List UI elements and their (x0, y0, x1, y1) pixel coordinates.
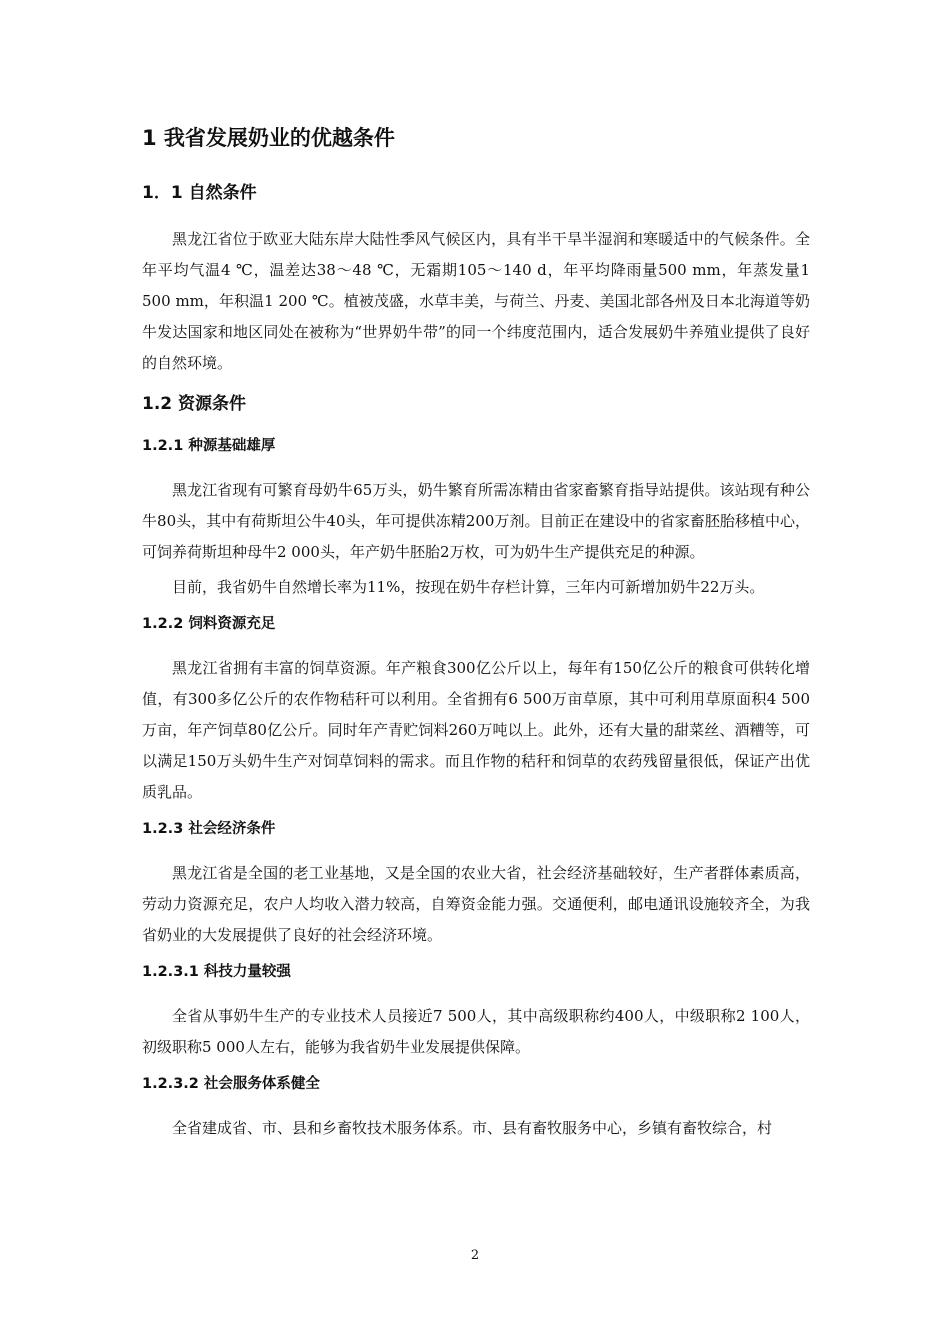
section-1-2-1-paragraph-1: 黑龙江省现有可繁育母奶牛65万头，奶牛繁育所需冻精由省家畜繁育指导站提供。该站现有种公牛80头，其中有荷斯坦公牛40头，年可提供冻精200万剂。目前正在建设中的省家畜胚胎移植中心，可饲养荷斯坦种母牛2 000头，年产奶牛胚胎2万枚，可为奶牛生产提供充足的种源。 (142, 481, 810, 561)
section-1-2-3-1-paragraph: 全省从事奶牛生产的专业技术人员接近7 500人，其中高级职称约400人，中级职称2 100人，初级职称5 000人左右，能够为我省奶牛业发展提供保障。 (142, 1007, 810, 1056)
section-1-2-2-paragraph: 黑龙江省拥有丰富的饲草资源。年产粮食300亿公斤以上，每年有150亿公斤的粮食可供转化增值，有300多亿公斤的农作物秸秆可以利用。全省拥有6 500万亩草原，其中可利用草原面积4 500万亩，年产饲草80亿公斤。同时年产青贮饲料260万吨以上。此外，还有大量的甜菜丝、酒糟等，可以满足150万头奶牛生产对饲草饲料的需求。而且作物的秸秆和饲草的农药残留量很低，保证产出优质乳品。 (142, 659, 810, 801)
section-1-1-paragraph: 黑龙江省位于欧亚大陆东岸大陆性季风气候区内，具有半干旱半湿润和寒暖适中的气候条件。全年平均气温4 ℃，温差达38～48 ℃，无霜期105～140 d，年平均降雨量500 mm，年蒸发量1 500 mm，年积温1 200 ℃。植被茂盛，水草丰美，与荷兰、丹麦、美国北部各州及日本北海道等奶牛发达国家和地区同处在被称为“世界奶牛带”的同一个纬度范围内，适合发展奶牛养殖业提供了良好的自然环境。 (142, 230, 810, 372)
section-1-2-3-2-heading: 1.2.3.2 社会服务体系健全 (142, 1076, 320, 1092)
section-1-2-1-paragraph-2: 目前，我省奶牛自然增长率为11%，按现在奶牛存栏计算，三年内可新增加奶牛22万头。 (172, 578, 765, 596)
page-number: 2 (470, 1248, 480, 1263)
section-1-2-3-paragraph: 黑龙江省是全国的老工业基地，又是全国的农业大省，社会经济基础较好，生产者群体素质高，劳动力资源充足，农户人均收入潜力较高，自筹资金能力强。交通便利，邮电通讯设施较齐全，为我省奶业的大发展提供了良好的社会经济环境。 (142, 864, 810, 944)
section-1-2-3-1-heading: 1.2.3.1 科技力量较强 (142, 964, 291, 980)
section-1-2-3-2-paragraph: 全省建成省、市、县和乡畜牧技术服务体系。市、县有畜牧服务中心，乡镇有畜牧综合，村 (172, 1119, 773, 1137)
section-1-2-2-heading: 1.2.2 饲料资源充足 (142, 616, 276, 632)
section-1-2-heading: 1.2 资源条件 (142, 394, 247, 414)
section-1-1-heading: 1．1 自然条件 (142, 183, 257, 203)
section-1-heading: 1 我省发展奶业的优越条件 (142, 126, 395, 150)
section-1-2-3-heading: 1.2.3 社会经济条件 (142, 821, 276, 837)
document-body (142, 118, 810, 1148)
section-1-2-1-heading: 1.2.1 种源基础雄厚 (142, 438, 276, 454)
